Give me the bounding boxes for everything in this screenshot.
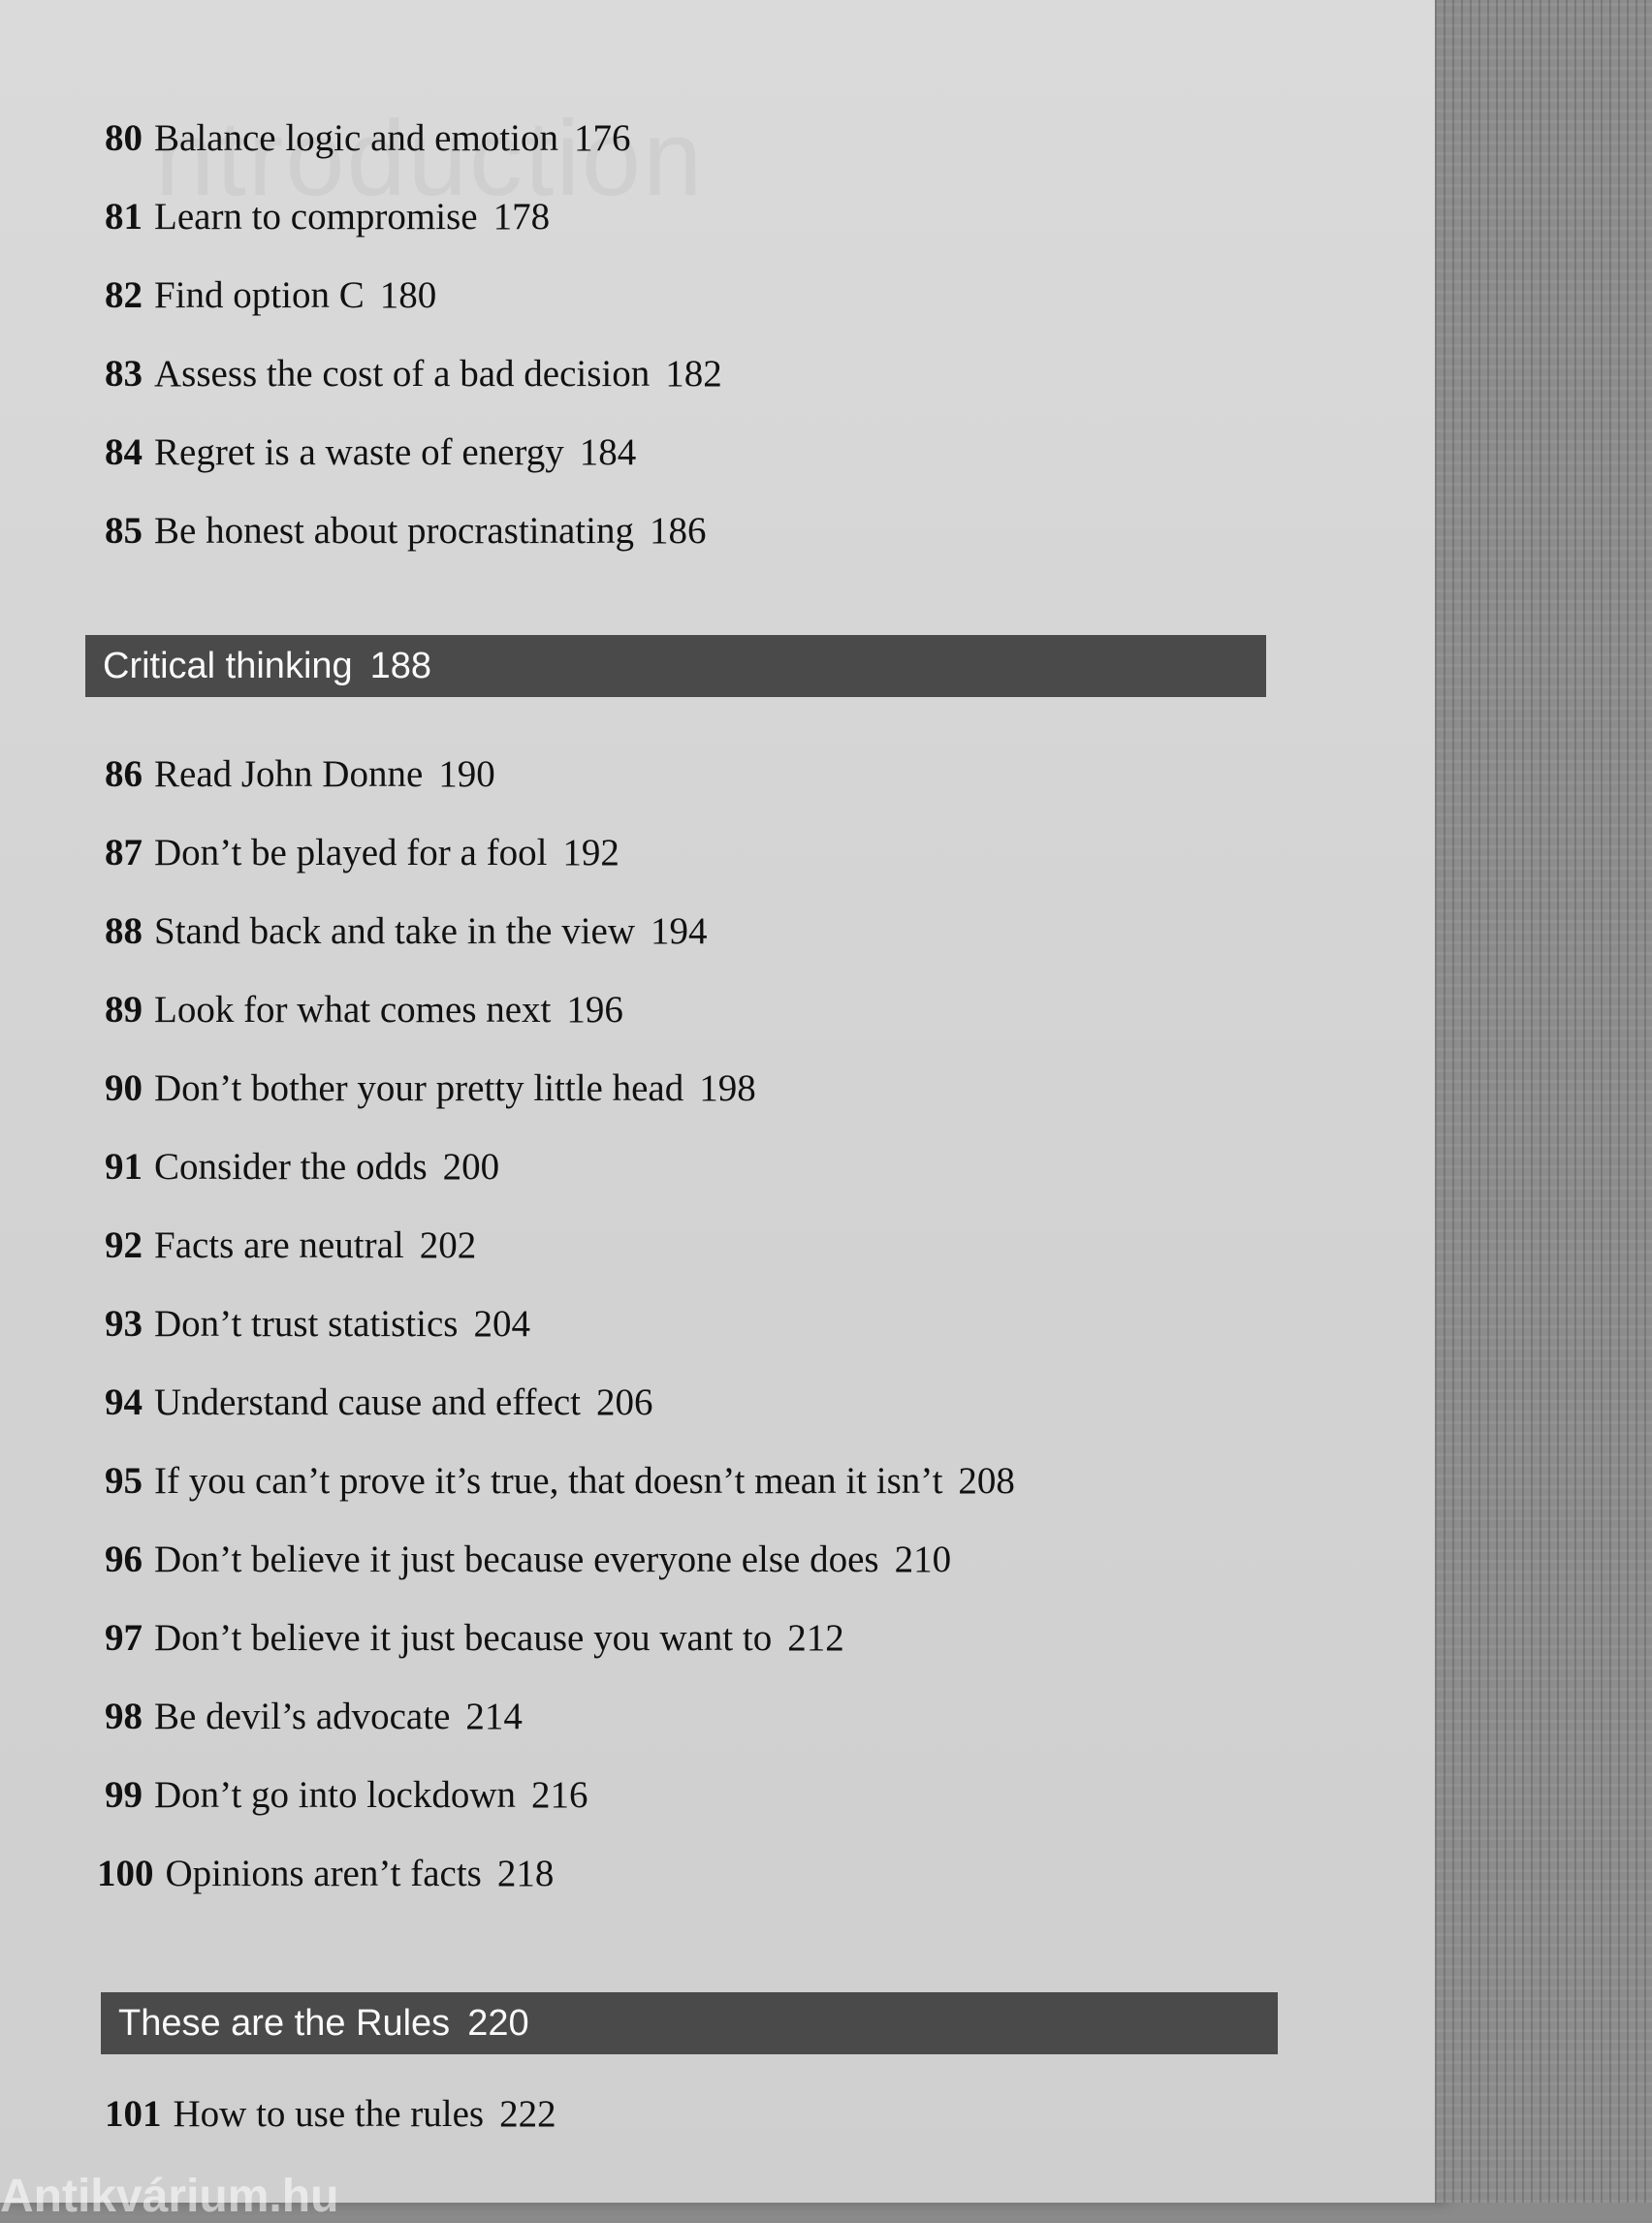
- toc-entry: [105, 273, 436, 318]
- toc-entry: [105, 1302, 530, 1347]
- entry-number: 84: [105, 431, 143, 473]
- entry-title: Learn to compromise: [154, 196, 478, 238]
- entry-number: 97: [105, 1617, 143, 1659]
- entry-title: If you can’t prove it’s true, that doesn’t mean it isn’t: [154, 1460, 943, 1502]
- toc-entry: [97, 1852, 554, 1896]
- entry-number: 82: [105, 274, 143, 316]
- entry-number: 98: [105, 1696, 143, 1737]
- entry-page: 190: [438, 753, 495, 795]
- entry-page: 206: [596, 1381, 653, 1423]
- entry-number: 90: [105, 1067, 143, 1109]
- entry-number: 100: [97, 1853, 154, 1894]
- section-page: 220: [467, 2003, 529, 2044]
- entry-page: 196: [566, 989, 623, 1031]
- entry-page: 176: [573, 117, 631, 159]
- toc-entry: [105, 1381, 653, 1425]
- entry-page: 214: [465, 1696, 523, 1737]
- entry-number: 83: [105, 353, 143, 395]
- toc-entry: [105, 831, 620, 875]
- toc-entry: [105, 2092, 556, 2137]
- toc-entry: [105, 1223, 476, 1268]
- toc-entry: [105, 352, 722, 397]
- entry-page: 222: [499, 2093, 556, 2135]
- section-header-these-are-the-rules: [101, 1992, 1278, 2054]
- entry-title: Facts are neutral: [154, 1224, 404, 1266]
- entry-number: 93: [105, 1303, 143, 1345]
- entry-page: 200: [442, 1146, 500, 1188]
- toc-entry: [105, 752, 495, 797]
- entry-page: 216: [531, 1774, 588, 1816]
- entry-page: 192: [562, 832, 620, 873]
- toc-entry: [105, 1145, 499, 1190]
- entry-number: 85: [105, 510, 143, 552]
- section-title: These are the Rules: [118, 2003, 451, 2044]
- toc-entry: [105, 195, 550, 239]
- toc-entry: [105, 1066, 756, 1111]
- entry-title: Don’t trust statistics: [154, 1303, 459, 1345]
- toc-entry: [105, 1773, 588, 1818]
- entry-title: Opinions aren’t facts: [165, 1853, 482, 1894]
- entry-title: Find option C: [154, 274, 365, 316]
- page-edge-texture: [1435, 0, 1652, 2203]
- entry-page: 184: [579, 431, 637, 473]
- section-title: Critical thinking: [103, 646, 353, 686]
- watermark: Antikvárium.hu: [0, 2171, 339, 2222]
- entry-title: Understand cause and effect: [154, 1381, 581, 1423]
- toc-entry: [105, 1616, 844, 1661]
- entry-number: 80: [105, 117, 143, 159]
- entry-number: 95: [105, 1460, 143, 1502]
- entry-number: 96: [105, 1539, 143, 1580]
- section-header-critical-thinking: [85, 635, 1266, 697]
- entry-number: 99: [105, 1774, 143, 1816]
- entry-title: Don’t bother your pretty little head: [154, 1067, 684, 1109]
- toc-entry: [105, 509, 706, 554]
- entry-title: Consider the odds: [154, 1146, 428, 1188]
- entry-title: Balance logic and emotion: [154, 117, 558, 159]
- entry-number: 86: [105, 753, 143, 795]
- toc-entry: [105, 430, 636, 475]
- entry-title: Be honest about procrastinating: [154, 510, 634, 552]
- section-page: 188: [369, 646, 432, 686]
- entry-number: 101: [105, 2093, 162, 2135]
- toc-entry: [105, 1695, 523, 1739]
- entry-page: 218: [496, 1853, 555, 1894]
- entry-number: 81: [105, 196, 143, 238]
- entry-page: 208: [958, 1460, 1015, 1502]
- entry-title: Don’t be played for a fool: [154, 832, 548, 873]
- entry-title: Don’t believe it just because you want to: [154, 1617, 773, 1659]
- entry-title: Be devil’s advocate: [154, 1696, 451, 1737]
- entry-title: Assess the cost of a bad decision: [154, 353, 651, 395]
- entry-title: Read John Donne: [154, 753, 424, 795]
- toc-entry: [105, 116, 630, 161]
- toc-entry: [105, 988, 623, 1032]
- entry-number: 91: [105, 1146, 143, 1188]
- toc-entry: [105, 1538, 951, 1582]
- entry-page: 182: [665, 353, 722, 395]
- entry-page: 210: [894, 1539, 952, 1580]
- entry-title: Look for what comes next: [154, 989, 552, 1031]
- entry-number: 89: [105, 989, 143, 1031]
- entry-title: Regret is a waste of energy: [154, 431, 564, 473]
- entry-page: 186: [649, 510, 707, 552]
- entry-number: 92: [105, 1224, 143, 1266]
- entry-title: Don’t go into lockdown: [154, 1774, 517, 1816]
- entry-title: How to use the rules: [173, 2093, 485, 2135]
- entry-title: Don’t believe it just because everyone else does: [154, 1539, 879, 1580]
- toc-entry: [105, 1459, 1015, 1504]
- entry-page: 194: [651, 910, 708, 952]
- entry-page: 178: [492, 196, 551, 238]
- entry-page: 198: [699, 1067, 756, 1109]
- entry-number: 94: [105, 1381, 143, 1423]
- entry-number: 88: [105, 910, 143, 952]
- entry-title: Stand back and take in the view: [154, 910, 636, 952]
- toc-entry: [105, 909, 708, 954]
- entry-page: 212: [787, 1617, 844, 1659]
- entry-page: 204: [473, 1303, 530, 1345]
- entry-number: 87: [105, 832, 143, 873]
- entry-page: 180: [379, 274, 437, 316]
- entry-page: 202: [419, 1224, 477, 1266]
